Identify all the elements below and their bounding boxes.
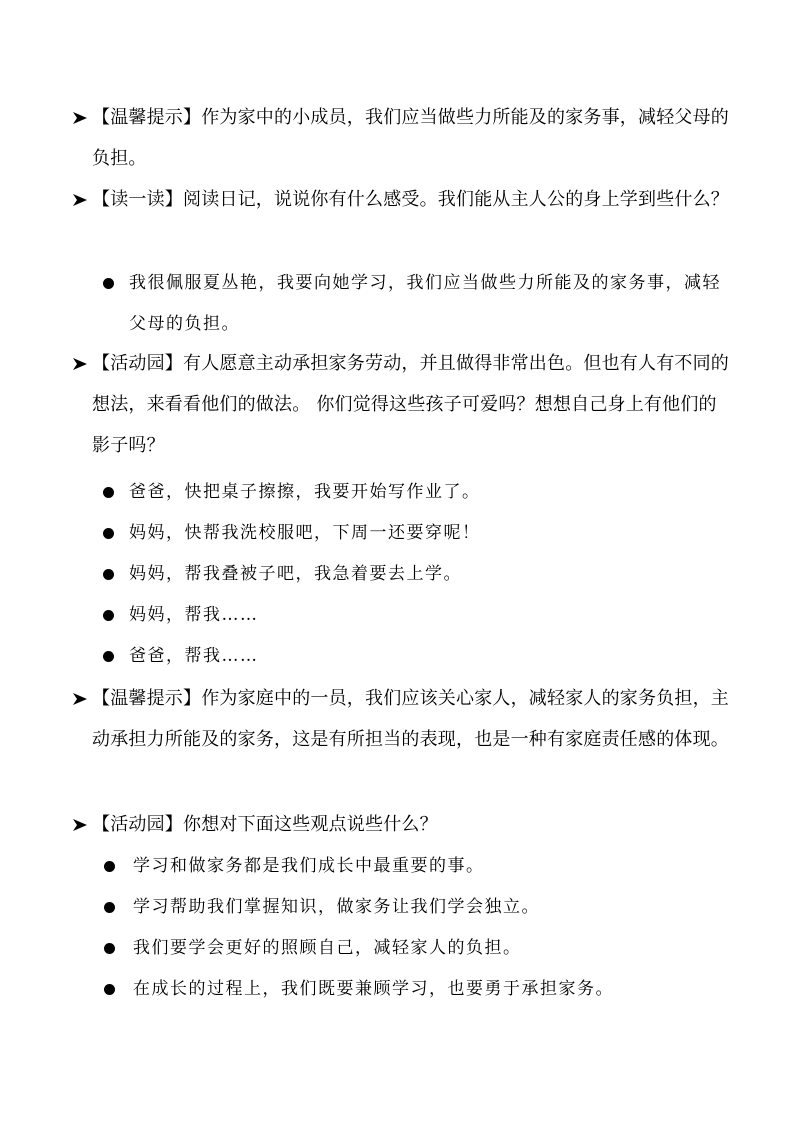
bullet-text: 学习和做家务都是我们成长中最重要的事。 <box>133 856 485 876</box>
dot-bullet-icon <box>104 984 115 995</box>
bullet-text: 学习帮助我们掌握知识，做家务让我们学会独立。 <box>133 897 540 917</box>
dot-bullet-icon <box>103 487 114 498</box>
section-tag: 【活动园】 <box>92 353 183 374</box>
bullet-text: 爸爸，快把桌子擦擦，我要开始写作业了。 <box>129 482 481 502</box>
dot-bullet-icon <box>103 569 114 580</box>
tip-paragraph-1 <box>92 97 732 179</box>
bullet-text: 妈妈，快帮我洗校服吧，下周一还要穿呢！ <box>129 523 481 543</box>
bullet-text: 妈妈，帮我…… <box>129 605 259 625</box>
arrow-bullet-icon <box>72 192 88 208</box>
section-tag: 【读一读】 <box>92 189 183 210</box>
arrow-bullet-icon <box>72 817 88 833</box>
bullet-text: 我们要学会更好的照顾自己，减轻家人的负担。 <box>133 938 522 958</box>
paragraph-text: 有人愿意主动承担家务劳动，并且做得非常出色。但也有人有不同的想法，来看看他们的做法。 你们觉得这些孩子可爱吗？想想自己身上有他们的影子吗？ <box>92 353 729 456</box>
dot-bullet-icon <box>104 861 115 872</box>
bullet-text: 在成长的过程上，我们既要兼顾学习，也要勇于承担家务。 <box>133 979 614 999</box>
activity-paragraph-2 <box>92 804 732 845</box>
dot-bullet-icon <box>104 902 115 913</box>
dot-bullet-icon <box>103 610 114 621</box>
dot-bullet-icon <box>103 278 114 289</box>
paragraph-text: 你想对下面这些观点说些什么？ <box>183 814 438 835</box>
arrow-bullet-icon <box>72 356 88 372</box>
section-tag: 【温馨提示】 <box>92 688 202 709</box>
arrow-bullet-icon <box>72 691 88 707</box>
tip-paragraph-2 <box>92 678 732 760</box>
reading-paragraph <box>92 179 732 220</box>
bullet-text: 爸爸，帮我…… <box>129 646 259 666</box>
activity-paragraph-1 <box>92 343 732 466</box>
dot-bullet-icon <box>103 528 114 539</box>
paragraph-text: 阅读日记，说说你有什么感受。我们能从主人公的身上学到些什么？ <box>183 189 729 210</box>
section-tag: 【活动园】 <box>92 814 183 835</box>
section-tag: 【温馨提示】 <box>92 107 202 128</box>
bullet-text: 我很佩服夏丛艳，我要向她学习，我们应当做些力所能及的家务事，减轻父母的负担。 <box>129 273 721 334</box>
bullet-text: 妈妈，帮我叠被子吧，我急着要去上学。 <box>129 564 462 584</box>
arrow-bullet-icon <box>72 110 88 126</box>
dot-bullet-icon <box>104 943 115 954</box>
dot-bullet-icon <box>103 651 114 662</box>
paragraph-text: 作为家中的小成员，我们应当做些力所能及的家务事，减轻父母的负担。 <box>92 107 729 169</box>
paragraph-text: 作为家庭中的一员，我们应该关心家人，减轻家人的家务负担，主动承担力所能及的家务，这是有所担当的表现，也是一种有家庭责任感的体现。 <box>92 688 729 750</box>
